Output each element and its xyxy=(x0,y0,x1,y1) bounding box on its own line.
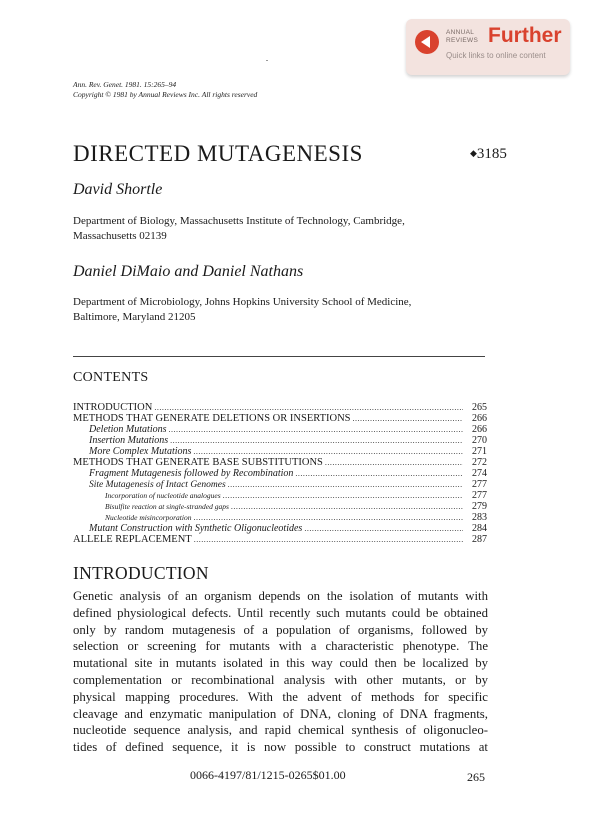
toc-entry-label: Nucleotide misincorporation xyxy=(105,513,192,522)
toc-entry xyxy=(73,402,487,413)
toc-entry-label: More Complex Mutations xyxy=(89,446,192,457)
toc-entry-label: INTRODUCTION xyxy=(73,402,153,413)
toc-leader-dots xyxy=(154,402,463,413)
toc-entry xyxy=(73,534,487,545)
toc-leader-dots xyxy=(170,435,463,446)
article-title: DIRECTED MUTAGENESIS xyxy=(73,141,363,166)
toc-entry-label: Deletion Mutations xyxy=(89,424,167,435)
toc-entry-label: METHODS THAT GENERATE BASE SUBSTITUTIONS xyxy=(73,457,323,468)
citation-journal: Ann. Rev. Genet. 1981. 15:265–94 xyxy=(73,80,177,89)
body-line: selection or screening for mutants with a characteristic phenotype. The xyxy=(73,639,488,654)
affiliation-2: Department of Microbiology, Johns Hopkins University School of Medicine, Baltimore, Maryland 21205 xyxy=(73,296,412,323)
toc-entry-label: METHODS THAT GENERATE DELETIONS OR INSERTIONS xyxy=(73,413,351,424)
toc-entry xyxy=(73,490,487,501)
toc-entry-page: 274 xyxy=(472,468,487,479)
toc-leader-dots xyxy=(223,490,463,501)
body-line: cleavage and enzymatic manipulation of DNA, cloning of DNA fragments, xyxy=(73,706,488,721)
body-line: mutational site in mutants isolated in this way could then be localized by xyxy=(73,656,488,671)
toc-entry-label: ALLELE REPLACEMENT xyxy=(73,534,192,545)
toc-leader-dots xyxy=(304,523,463,534)
toc-entry xyxy=(73,457,487,468)
toc-entry-label: Site Mutagenesis of Intact Genomes xyxy=(89,480,226,490)
toc-entry xyxy=(73,435,487,446)
citation xyxy=(73,80,257,100)
body-line: Genetic analysis of an organism depends on the isolation of mutants with xyxy=(73,589,488,603)
toc-entry-page: 271 xyxy=(472,446,487,457)
toc-leader-dots xyxy=(228,479,463,490)
toc-leader-dots xyxy=(193,512,463,523)
article-code: ◆ 3185 xyxy=(470,146,507,163)
toc-entry-label: Insertion Mutations xyxy=(89,435,169,446)
section-heading: INTRODUCTION xyxy=(73,563,209,583)
toc-entry-label: Mutant Construction with Synthetic Oligonucleotides xyxy=(89,523,303,534)
toc-entry xyxy=(73,523,487,534)
further-badge[interactable] xyxy=(406,19,570,75)
toc-entry-page: 270 xyxy=(472,435,487,446)
toc-leader-dots xyxy=(169,424,464,435)
toc-entry xyxy=(73,446,487,457)
toc-entry-page: 265 xyxy=(472,402,487,413)
body-line: complementation or recombinational analysis with other mutants, or by xyxy=(73,672,488,687)
toc-entry-page: 266 xyxy=(472,413,487,424)
toc-entry-page: 266 xyxy=(472,424,487,435)
body-line: tides of defined sequence, it is now possible to construct mutations at xyxy=(73,740,488,755)
author-1: David Shortle xyxy=(73,181,163,198)
toc-entry-page: 287 xyxy=(472,534,487,545)
toc-leader-dots xyxy=(231,501,463,512)
toc-leader-dots xyxy=(295,468,463,479)
toc-entry xyxy=(73,501,487,512)
body-line: only by random mutagenesis of a population of organisms, followed by xyxy=(73,622,488,637)
page-number: 265 xyxy=(467,770,485,784)
toc-entry xyxy=(73,479,487,490)
toc-leader-dots xyxy=(193,446,463,457)
toc-entry-page: 284 xyxy=(472,523,487,534)
badge-subtitle: Quick links to online content xyxy=(446,51,546,60)
body-paragraph xyxy=(73,588,488,756)
body-line: physical mapping procedures. With the advent of methods for specific xyxy=(73,689,488,704)
body-line: nucleotide sequence analysis, and rapid chemical synthesis of oligonucleo- xyxy=(73,723,488,738)
toc-entry-label: Fragment Mutagenesis followed by Recombination xyxy=(89,468,294,479)
badge-publisher: ANNUAL REVIEWS xyxy=(446,29,479,44)
footer-code: 0066-4197/81/1215-0265$01.00 xyxy=(190,768,346,782)
affiliation-1: Department of Biology, Massachusetts Institute of Technology, Cambridge, Massachusetts 02139 xyxy=(73,215,405,242)
toc-leader-dots xyxy=(325,457,463,468)
toc-entry-page: 277 xyxy=(472,479,487,490)
toc-entry xyxy=(73,424,487,435)
toc-entry xyxy=(73,468,487,479)
contents-heading: CONTENTS xyxy=(73,370,149,385)
toc-entry-page: 272 xyxy=(472,457,487,468)
table-of-contents xyxy=(73,402,487,545)
stray-mark xyxy=(266,60,268,61)
annual-reviews-logo-icon xyxy=(415,30,439,54)
divider xyxy=(73,356,485,357)
toc-entry-label: Incorporation of nucleotide analogues xyxy=(105,491,221,500)
toc-entry xyxy=(73,413,487,424)
toc-entry-page: 283 xyxy=(472,512,487,523)
citation-copyright: Copyright © 1981 by Annual Reviews Inc. All rights reserved xyxy=(73,90,258,99)
badge-further-label[interactable]: Further xyxy=(488,24,562,47)
toc-entry-page: 279 xyxy=(472,501,487,512)
toc-entry-page: 277 xyxy=(472,490,487,501)
toc-entry xyxy=(73,512,487,523)
toc-entry-label: Bisulfite reaction at single-stranded gaps xyxy=(105,502,229,511)
body-line: defined physiological defects. Until recently such mutants could be obtained xyxy=(73,605,488,620)
toc-leader-dots xyxy=(353,413,463,424)
author-2: Daniel DiMaio and Daniel Nathans xyxy=(73,263,304,280)
toc-leader-dots xyxy=(194,534,463,545)
